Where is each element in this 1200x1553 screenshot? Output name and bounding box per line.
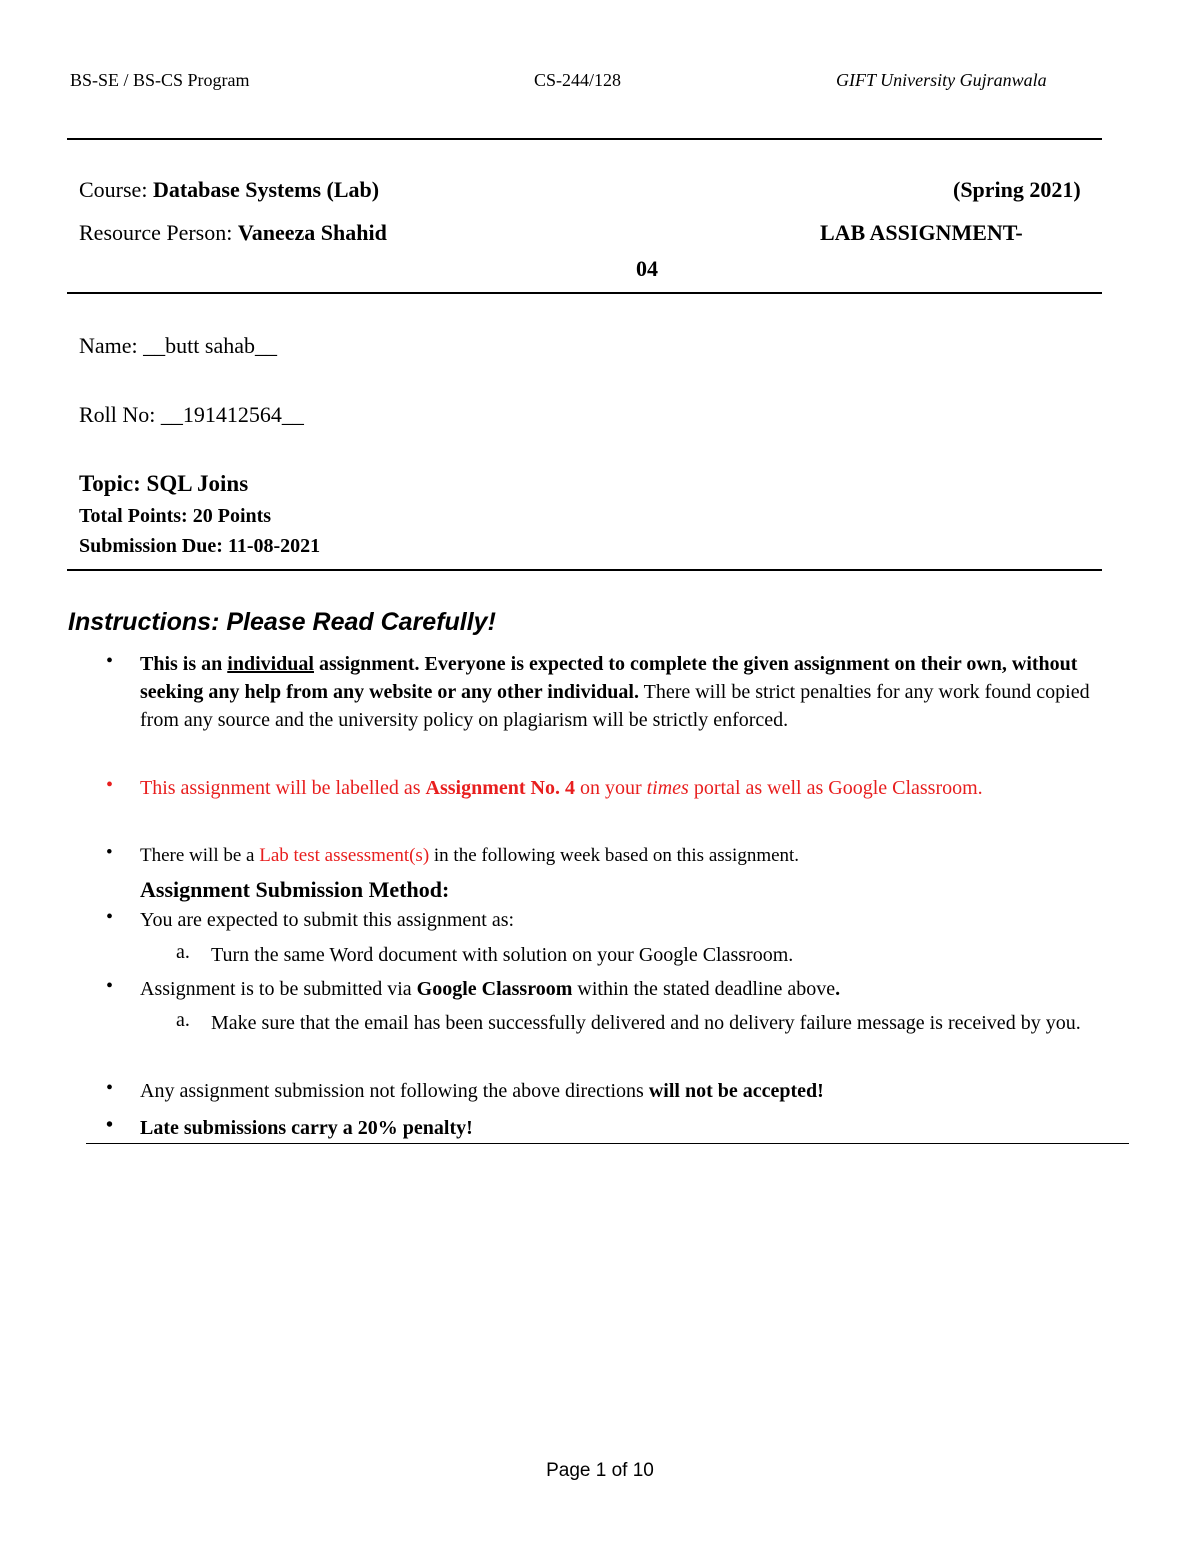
name-value: __butt sahab__ xyxy=(143,333,277,358)
bullet-icon: • xyxy=(106,906,114,928)
b1-part2: assignment. Everyone is expected to complete the given assignment on their own, without seeking any help from any website or any other individual. xyxy=(140,653,1078,703)
due-label: Submission Due: xyxy=(79,535,223,557)
assignment-title: LAB ASSIGNMENT- xyxy=(820,220,1023,245)
topic-value: SQL Joins xyxy=(146,471,249,496)
topic-label: Topic: xyxy=(79,471,141,496)
b2-part1: This assignment will be labelled as xyxy=(140,777,426,799)
bullet-icon: • xyxy=(106,1077,114,1099)
header-course-code: CS-244/128 xyxy=(534,70,622,90)
bullet-icon: • xyxy=(106,975,114,997)
course-term: (Spring 2021) xyxy=(953,177,1081,202)
instruction-email-delivered: Make sure that the email has been successfully delivered and no delivery failure message is received by you. xyxy=(211,1012,1081,1034)
due-value: 11-08-2021 xyxy=(227,535,321,557)
b5-bold: Google Classroom xyxy=(416,978,573,1000)
instruction-label xyxy=(140,774,1115,802)
course-line xyxy=(79,177,379,203)
b2-bold: Assignment No. 4 xyxy=(425,777,575,799)
assignment-number: 04 xyxy=(636,256,658,281)
bullet-icon: • xyxy=(106,650,114,672)
b2-part3: portal as well as Google Classroom. xyxy=(688,777,983,799)
bullet-icon: • xyxy=(106,1114,114,1136)
page-number: Page 1 of 10 xyxy=(546,1460,654,1481)
points-line xyxy=(79,505,271,528)
divider-top xyxy=(67,138,1102,140)
course-name: Database Systems (Lab) xyxy=(152,177,380,202)
sub-letter: a. xyxy=(176,941,190,963)
b1-part3: There will be strict penalties for any work found copied from any source and the university policy on plagiarism will be strictly enforced. xyxy=(140,681,1090,731)
divider-student xyxy=(67,569,1102,571)
roll-label: Roll No: xyxy=(79,402,156,427)
instruction-individual xyxy=(140,650,1115,734)
roll-line xyxy=(79,402,304,428)
instruction-late-penalty: Late submissions carry a 20% penalty! xyxy=(140,1117,473,1139)
b2-italic: times xyxy=(646,777,689,799)
divider-course xyxy=(67,292,1102,294)
b3-red: Lab test assessment(s) xyxy=(259,845,430,866)
instruction-word-doc: Turn the same Word document with solution on your Google Classroom. xyxy=(211,944,794,966)
instruction-submit-as: You are expected to submit this assignment as: xyxy=(140,909,515,931)
course-label: Course: xyxy=(79,177,148,202)
resource-line xyxy=(79,220,387,246)
instruction-not-accepted xyxy=(140,1077,1115,1105)
resource-label: Resource Person: xyxy=(79,220,233,245)
sub-letter: a. xyxy=(176,1009,190,1031)
b5-part2: within the stated deadline above xyxy=(572,978,836,1000)
bullet-icon: • xyxy=(106,842,113,863)
header-program: BS-SE / BS-CS Program xyxy=(70,70,250,90)
b3-part2: in the following week based on this assignment. xyxy=(429,845,800,866)
b3-part1: There will be a xyxy=(140,845,260,866)
b2-part2: on your xyxy=(574,777,647,799)
header-university: GIFT University Gujranwala xyxy=(836,70,1047,90)
bullet-icon: • xyxy=(106,774,114,796)
b5-period: . xyxy=(835,978,841,1000)
name-label: Name: xyxy=(79,333,138,358)
due-line xyxy=(79,535,320,558)
b5-part1: Assignment is to be submitted via xyxy=(140,978,417,1000)
submission-heading: Assignment Submission Method: xyxy=(140,877,450,902)
b1-part1: This is an xyxy=(140,653,228,675)
divider-instructions xyxy=(86,1143,1129,1144)
name-line xyxy=(79,333,277,359)
b6-part1: Any assignment submission not following the above directions xyxy=(140,1080,649,1102)
points-value: 20 Points xyxy=(192,505,272,527)
b6-bold: will not be accepted! xyxy=(648,1080,824,1102)
resource-name: Vaneeza Shahid xyxy=(237,220,387,245)
b1-underlined: individual xyxy=(227,653,314,675)
instructions-title: Instructions: Please Read Carefully! xyxy=(68,608,496,636)
instruction-via-classroom xyxy=(140,975,1115,1003)
instruction-lab-test xyxy=(140,842,1115,870)
roll-value: __191412564__ xyxy=(160,402,304,427)
points-label: Total Points: xyxy=(79,505,188,527)
topic-line xyxy=(79,471,248,497)
